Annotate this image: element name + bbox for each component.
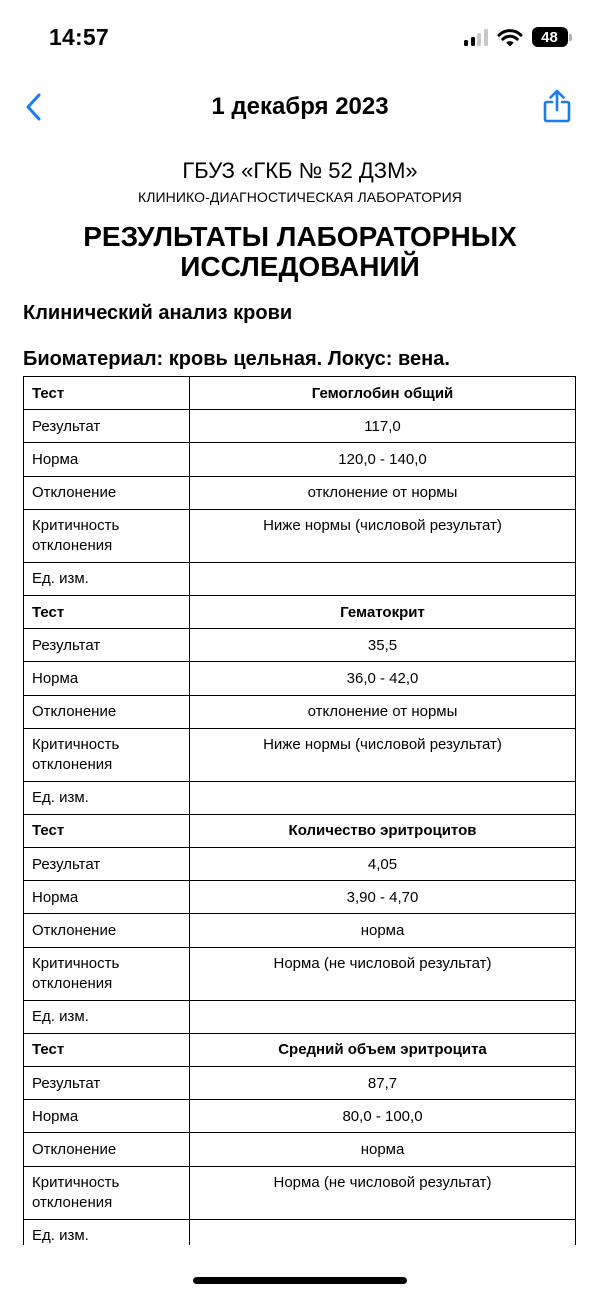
row-value — [190, 1219, 576, 1245]
row-label: Отклонение — [24, 695, 190, 728]
row-value: 80,0 - 100,0 — [190, 1100, 576, 1133]
table-row — [24, 881, 576, 914]
row-value: Средний объем эритроцита — [190, 1033, 576, 1066]
battery-icon — [532, 27, 573, 47]
row-label: Тест — [24, 1033, 190, 1066]
table-row — [24, 914, 576, 947]
table-row — [24, 695, 576, 728]
document-title: РЕЗУЛЬТАТЫ ЛАБОРАТОРНЫХ ИССЛЕДОВАНИЙ — [83, 221, 517, 282]
row-label: Отклонение — [24, 914, 190, 947]
nav-bar — [0, 80, 600, 136]
row-value: 3,90 - 4,70 — [190, 881, 576, 914]
row-label: Критичность отклонения — [24, 947, 190, 1000]
row-value: Норма (не числовой результат) — [190, 947, 576, 1000]
table-row — [24, 1219, 576, 1245]
battery-level: 48 — [532, 27, 568, 47]
table-row — [24, 728, 576, 781]
org-name: ГБУЗ «ГКБ № 52 ДЗМ» — [182, 158, 418, 183]
row-label: Результат — [24, 1067, 190, 1100]
table-row — [24, 509, 576, 562]
row-value: 120,0 - 140,0 — [190, 443, 576, 476]
signal-icon — [464, 29, 488, 46]
table-row — [24, 410, 576, 443]
table-row — [24, 1166, 576, 1219]
table-row — [24, 1133, 576, 1166]
row-value: Гемоглобин общий — [190, 377, 576, 410]
test-header-row — [24, 595, 576, 628]
row-label: Результат — [24, 629, 190, 662]
table-row — [24, 1067, 576, 1100]
row-value: норма — [190, 1133, 576, 1166]
table-row — [24, 848, 576, 881]
table-row — [24, 443, 576, 476]
biomaterial-line: Биоматериал: кровь цельная. Локус: вена. — [23, 348, 450, 370]
row-value: 87,7 — [190, 1067, 576, 1100]
results-table — [23, 376, 576, 1245]
row-label: Критичность отклонения — [24, 1166, 190, 1219]
table-row — [24, 562, 576, 595]
row-label: Отклонение — [24, 476, 190, 509]
row-label: Ед. изм. — [24, 1000, 190, 1033]
table-row — [24, 629, 576, 662]
row-value — [190, 781, 576, 814]
row-value: 117,0 — [190, 410, 576, 443]
row-value: Ниже нормы (числовой результат) — [190, 728, 576, 781]
row-label: Результат — [24, 848, 190, 881]
row-value — [190, 562, 576, 595]
row-label: Ед. изм. — [24, 781, 190, 814]
row-label: Тест — [24, 595, 190, 628]
org-subtitle: КЛИНИКО-ДИАГНОСТИЧЕСКАЯ ЛАБОРАТОРИЯ — [137, 189, 463, 205]
test-header-row — [24, 1033, 576, 1066]
row-value: Гематокрит — [190, 595, 576, 628]
results-table-viewport[interactable] — [23, 376, 576, 1245]
home-indicator[interactable] — [193, 1277, 407, 1284]
row-label: Норма — [24, 443, 190, 476]
share-icon[interactable] — [542, 88, 572, 124]
row-value: Количество эритроцитов — [190, 814, 576, 847]
row-value: 36,0 - 42,0 — [190, 662, 576, 695]
test-header-row — [24, 814, 576, 847]
row-label: Ед. изм. — [24, 1219, 190, 1245]
status-icons — [464, 27, 572, 47]
row-value: отклонение от нормы — [190, 695, 576, 728]
row-label: Норма — [24, 881, 190, 914]
wifi-icon — [497, 28, 523, 47]
row-label: Тест — [24, 814, 190, 847]
row-label: Ед. изм. — [24, 562, 190, 595]
row-value: норма — [190, 914, 576, 947]
test-header-row — [24, 377, 576, 410]
nav-title: 1 декабря 2023 — [211, 93, 389, 120]
table-row — [24, 662, 576, 695]
status-bar — [0, 0, 600, 70]
status-time: 14:57 — [49, 24, 109, 50]
section-title: Клинический анализ крови — [23, 302, 293, 324]
row-value: 4,05 — [190, 848, 576, 881]
table-row — [24, 1100, 576, 1133]
table-row — [24, 947, 576, 1000]
row-label: Отклонение — [24, 1133, 190, 1166]
row-value: Норма (не числовой результат) — [190, 1166, 576, 1219]
row-value — [190, 1000, 576, 1033]
table-row — [24, 1000, 576, 1033]
table-row — [24, 476, 576, 509]
document — [0, 150, 600, 371]
row-value: отклонение от нормы — [190, 476, 576, 509]
row-label: Норма — [24, 1100, 190, 1133]
table-row — [24, 781, 576, 814]
row-label: Норма — [24, 662, 190, 695]
row-value: 35,5 — [190, 629, 576, 662]
row-label: Результат — [24, 410, 190, 443]
row-label: Тест — [24, 377, 190, 410]
row-label: Критичность отклонения — [24, 509, 190, 562]
row-value: Ниже нормы (числовой результат) — [190, 509, 576, 562]
row-label: Критичность отклонения — [24, 728, 190, 781]
